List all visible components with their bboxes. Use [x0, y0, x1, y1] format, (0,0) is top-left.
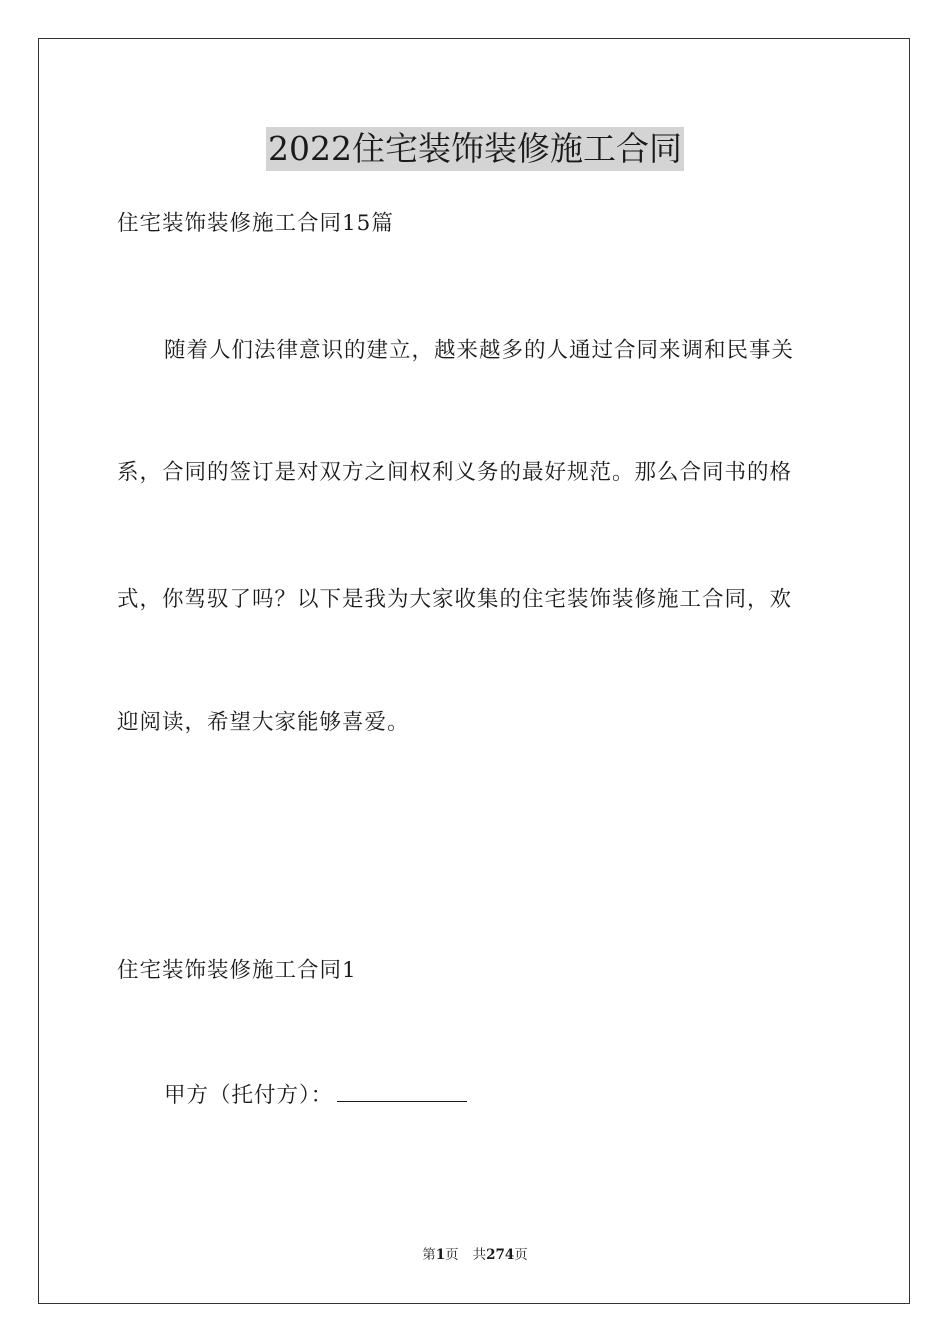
section-heading: 住宅装饰装修施工合同1 — [117, 958, 357, 983]
party-a-blank-field — [337, 1083, 467, 1102]
document-title: 2022住宅装饰装修施工合同 — [266, 127, 684, 171]
page-footer — [0, 1245, 950, 1265]
footer-page-number: 1 — [435, 1247, 446, 1263]
footer-page-prefix: 第 — [422, 1247, 436, 1263]
party-a-line — [164, 1081, 467, 1111]
document-subtitle: 住宅装饰装修施工合同15篇 — [117, 211, 394, 236]
footer-total-prefix: 共 — [472, 1247, 487, 1263]
footer-total-pages: 274 — [486, 1247, 515, 1263]
intro-line-1: 随着人们法律意识的建立，越来越多的人通过合同来调和民事关 — [164, 338, 795, 363]
intro-line-4: 迎阅读，希望大家能够喜爱。 — [117, 710, 410, 735]
footer-total-suffix: 页 — [514, 1247, 528, 1263]
intro-line-2: 系，合同的签订是对双方之间权利义务的最好规范。那么合同书的格 — [117, 460, 793, 485]
footer-page-suffix: 页 — [445, 1247, 459, 1263]
intro-line-3: 式，你驾驭了吗？以下是我为大家收集的住宅装饰装修施工合同，欢 — [117, 587, 793, 612]
party-a-label: 甲方（托付方）： — [164, 1083, 334, 1108]
document-title-block — [0, 127, 950, 177]
